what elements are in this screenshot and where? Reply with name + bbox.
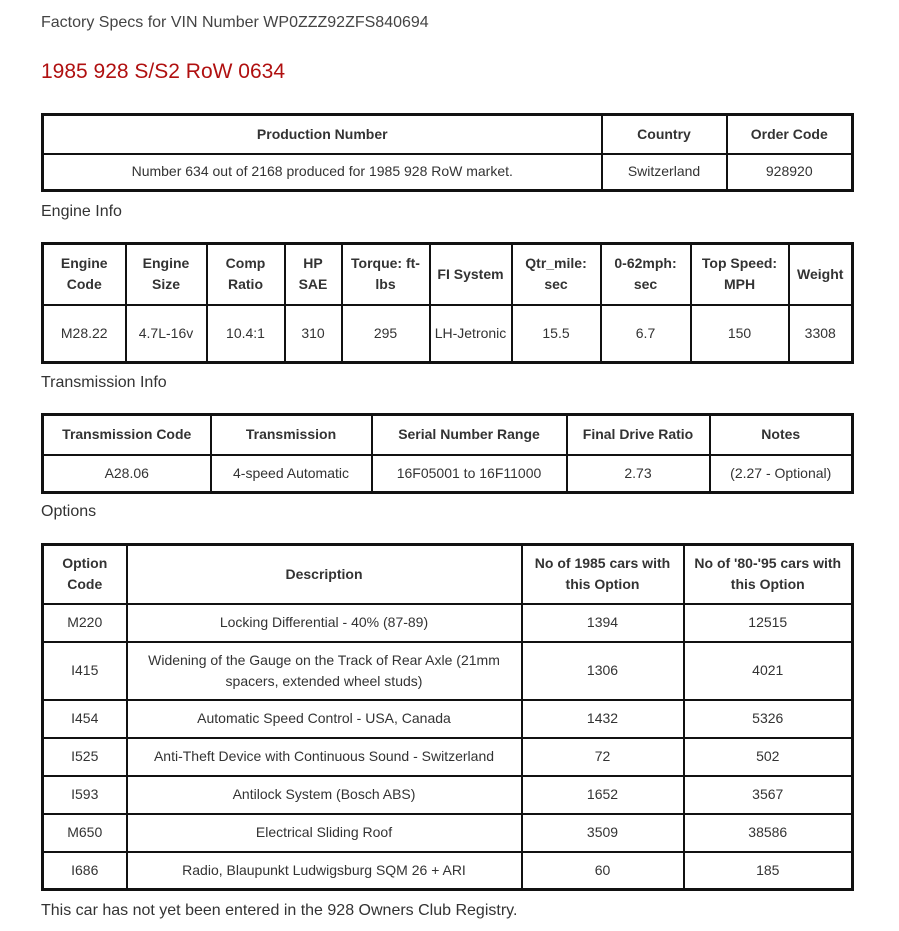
production-header-row — [43, 115, 853, 154]
option-row — [43, 642, 853, 700]
engine-code-cell: M28.22 — [43, 305, 126, 363]
option-count-80-95: 3567 — [684, 776, 853, 814]
transmission-table — [41, 413, 854, 494]
notes-cell: (2.27 - Optional) — [710, 455, 853, 493]
car-title: 1985 928 S/S2 RoW 0634 — [41, 60, 286, 83]
option-description: Locking Differential - 40% (87-89) — [127, 604, 522, 642]
top-speed-cell: 150 — [691, 305, 789, 363]
transmission-header-row — [43, 415, 853, 455]
options-table — [41, 543, 854, 891]
engine-header-row — [43, 244, 853, 305]
engine-header-torque: Torque: ft-lbs — [342, 244, 430, 305]
final-drive-cell: 2.73 — [567, 455, 710, 493]
option-count-1985: 1652 — [522, 776, 684, 814]
option-description: Electrical Sliding Roof — [127, 814, 522, 852]
fi-system-cell: LH-Jetronic — [430, 305, 512, 363]
weight-cell: 3308 — [789, 305, 853, 363]
transmission-type-cell: 4-speed Automatic — [211, 455, 372, 493]
transmission-row — [43, 455, 853, 493]
option-description: Automatic Speed Control - USA, Canada — [127, 700, 522, 738]
engine-table — [41, 242, 854, 364]
option-code: I415 — [43, 642, 127, 700]
options-header-80-95-count: No of '80-'95 cars with this Option — [684, 545, 853, 604]
option-description: Antilock System (Bosch ABS) — [127, 776, 522, 814]
option-row — [43, 604, 853, 642]
qtr-mile-cell: 15.5 — [512, 305, 601, 363]
option-row — [43, 700, 853, 738]
transmission-header-serial-range: Serial Number Range — [372, 415, 567, 455]
transmission-code-cell: A28.06 — [43, 455, 211, 493]
engine-header-engine-code: Engine Code — [43, 244, 126, 305]
options-header-description: Description — [127, 545, 522, 604]
option-description: Radio, Blaupunkt Ludwigsburg SQM 26 + ARI — [127, 852, 522, 890]
zero-to-62-cell: 6.7 — [601, 305, 691, 363]
production-header-country: Country — [602, 115, 727, 154]
options-header-1985-count: No of 1985 cars with this Option — [522, 545, 684, 604]
order-code-cell: 928920 — [727, 154, 853, 191]
option-row — [43, 738, 853, 776]
production-number-cell: Number 634 out of 2168 produced for 1985 928 RoW market. — [43, 154, 602, 191]
engine-header-fi-system: FI System — [430, 244, 512, 305]
production-header-production-number: Production Number — [43, 115, 602, 154]
option-code: I454 — [43, 700, 127, 738]
production-row — [43, 154, 853, 191]
option-description: Widening of the Gauge on the Track of Rear Axle (21mm spacers, extended wheel studs) — [127, 642, 522, 700]
option-count-1985: 1432 — [522, 700, 684, 738]
option-count-80-95: 185 — [684, 852, 853, 890]
engine-header-top-speed: Top Speed: MPH — [691, 244, 789, 305]
options-section-title: Options — [41, 503, 97, 520]
page-title: Factory Specs for VIN Number WP0ZZZ92ZFS840694 — [41, 14, 429, 31]
hp-sae-cell: 310 — [285, 305, 342, 363]
option-row — [43, 814, 853, 852]
option-count-1985: 3509 — [522, 814, 684, 852]
transmission-header-code: Transmission Code — [43, 415, 211, 455]
engine-header-engine-size: Engine Size — [126, 244, 207, 305]
option-code: I593 — [43, 776, 127, 814]
engine-header-comp-ratio: Comp Ratio — [207, 244, 285, 305]
option-row — [43, 776, 853, 814]
transmission-header-transmission: Transmission — [211, 415, 372, 455]
options-header-code: Option Code — [43, 545, 127, 604]
option-count-80-95: 502 — [684, 738, 853, 776]
engine-header-weight: Weight — [789, 244, 853, 305]
country-cell: Switzerland — [602, 154, 727, 191]
option-count-1985: 1394 — [522, 604, 684, 642]
engine-header-hp-sae: HP SAE — [285, 244, 342, 305]
option-code: M220 — [43, 604, 127, 642]
option-count-1985: 1306 — [522, 642, 684, 700]
option-count-80-95: 5326 — [684, 700, 853, 738]
transmission-section-title: Transmission Info — [41, 374, 167, 391]
options-header-row — [43, 545, 853, 604]
option-count-80-95: 38586 — [684, 814, 853, 852]
engine-header-0-62mph: 0-62mph: sec — [601, 244, 691, 305]
engine-size-cell: 4.7L-16v — [126, 305, 207, 363]
serial-range-cell: 16F05001 to 16F11000 — [372, 455, 567, 493]
torque-cell: 295 — [342, 305, 430, 363]
comp-ratio-cell: 10.4:1 — [207, 305, 285, 363]
option-count-80-95: 12515 — [684, 604, 853, 642]
registry-note: This car has not yet been entered in the 928 Owners Club Registry. — [41, 902, 518, 919]
production-table — [41, 113, 854, 192]
engine-section-title: Engine Info — [41, 203, 122, 220]
production-header-order-code: Order Code — [727, 115, 853, 154]
engine-row — [43, 305, 853, 363]
option-count-1985: 60 — [522, 852, 684, 890]
transmission-header-notes: Notes — [710, 415, 853, 455]
option-count-80-95: 4021 — [684, 642, 853, 700]
option-code: I686 — [43, 852, 127, 890]
option-code: I525 — [43, 738, 127, 776]
engine-header-qtr-mile: Qtr_mile: sec — [512, 244, 601, 305]
option-code: M650 — [43, 814, 127, 852]
option-description: Anti-Theft Device with Continuous Sound - Switzerland — [127, 738, 522, 776]
option-row — [43, 852, 853, 890]
option-count-1985: 72 — [522, 738, 684, 776]
transmission-header-final-drive: Final Drive Ratio — [567, 415, 710, 455]
